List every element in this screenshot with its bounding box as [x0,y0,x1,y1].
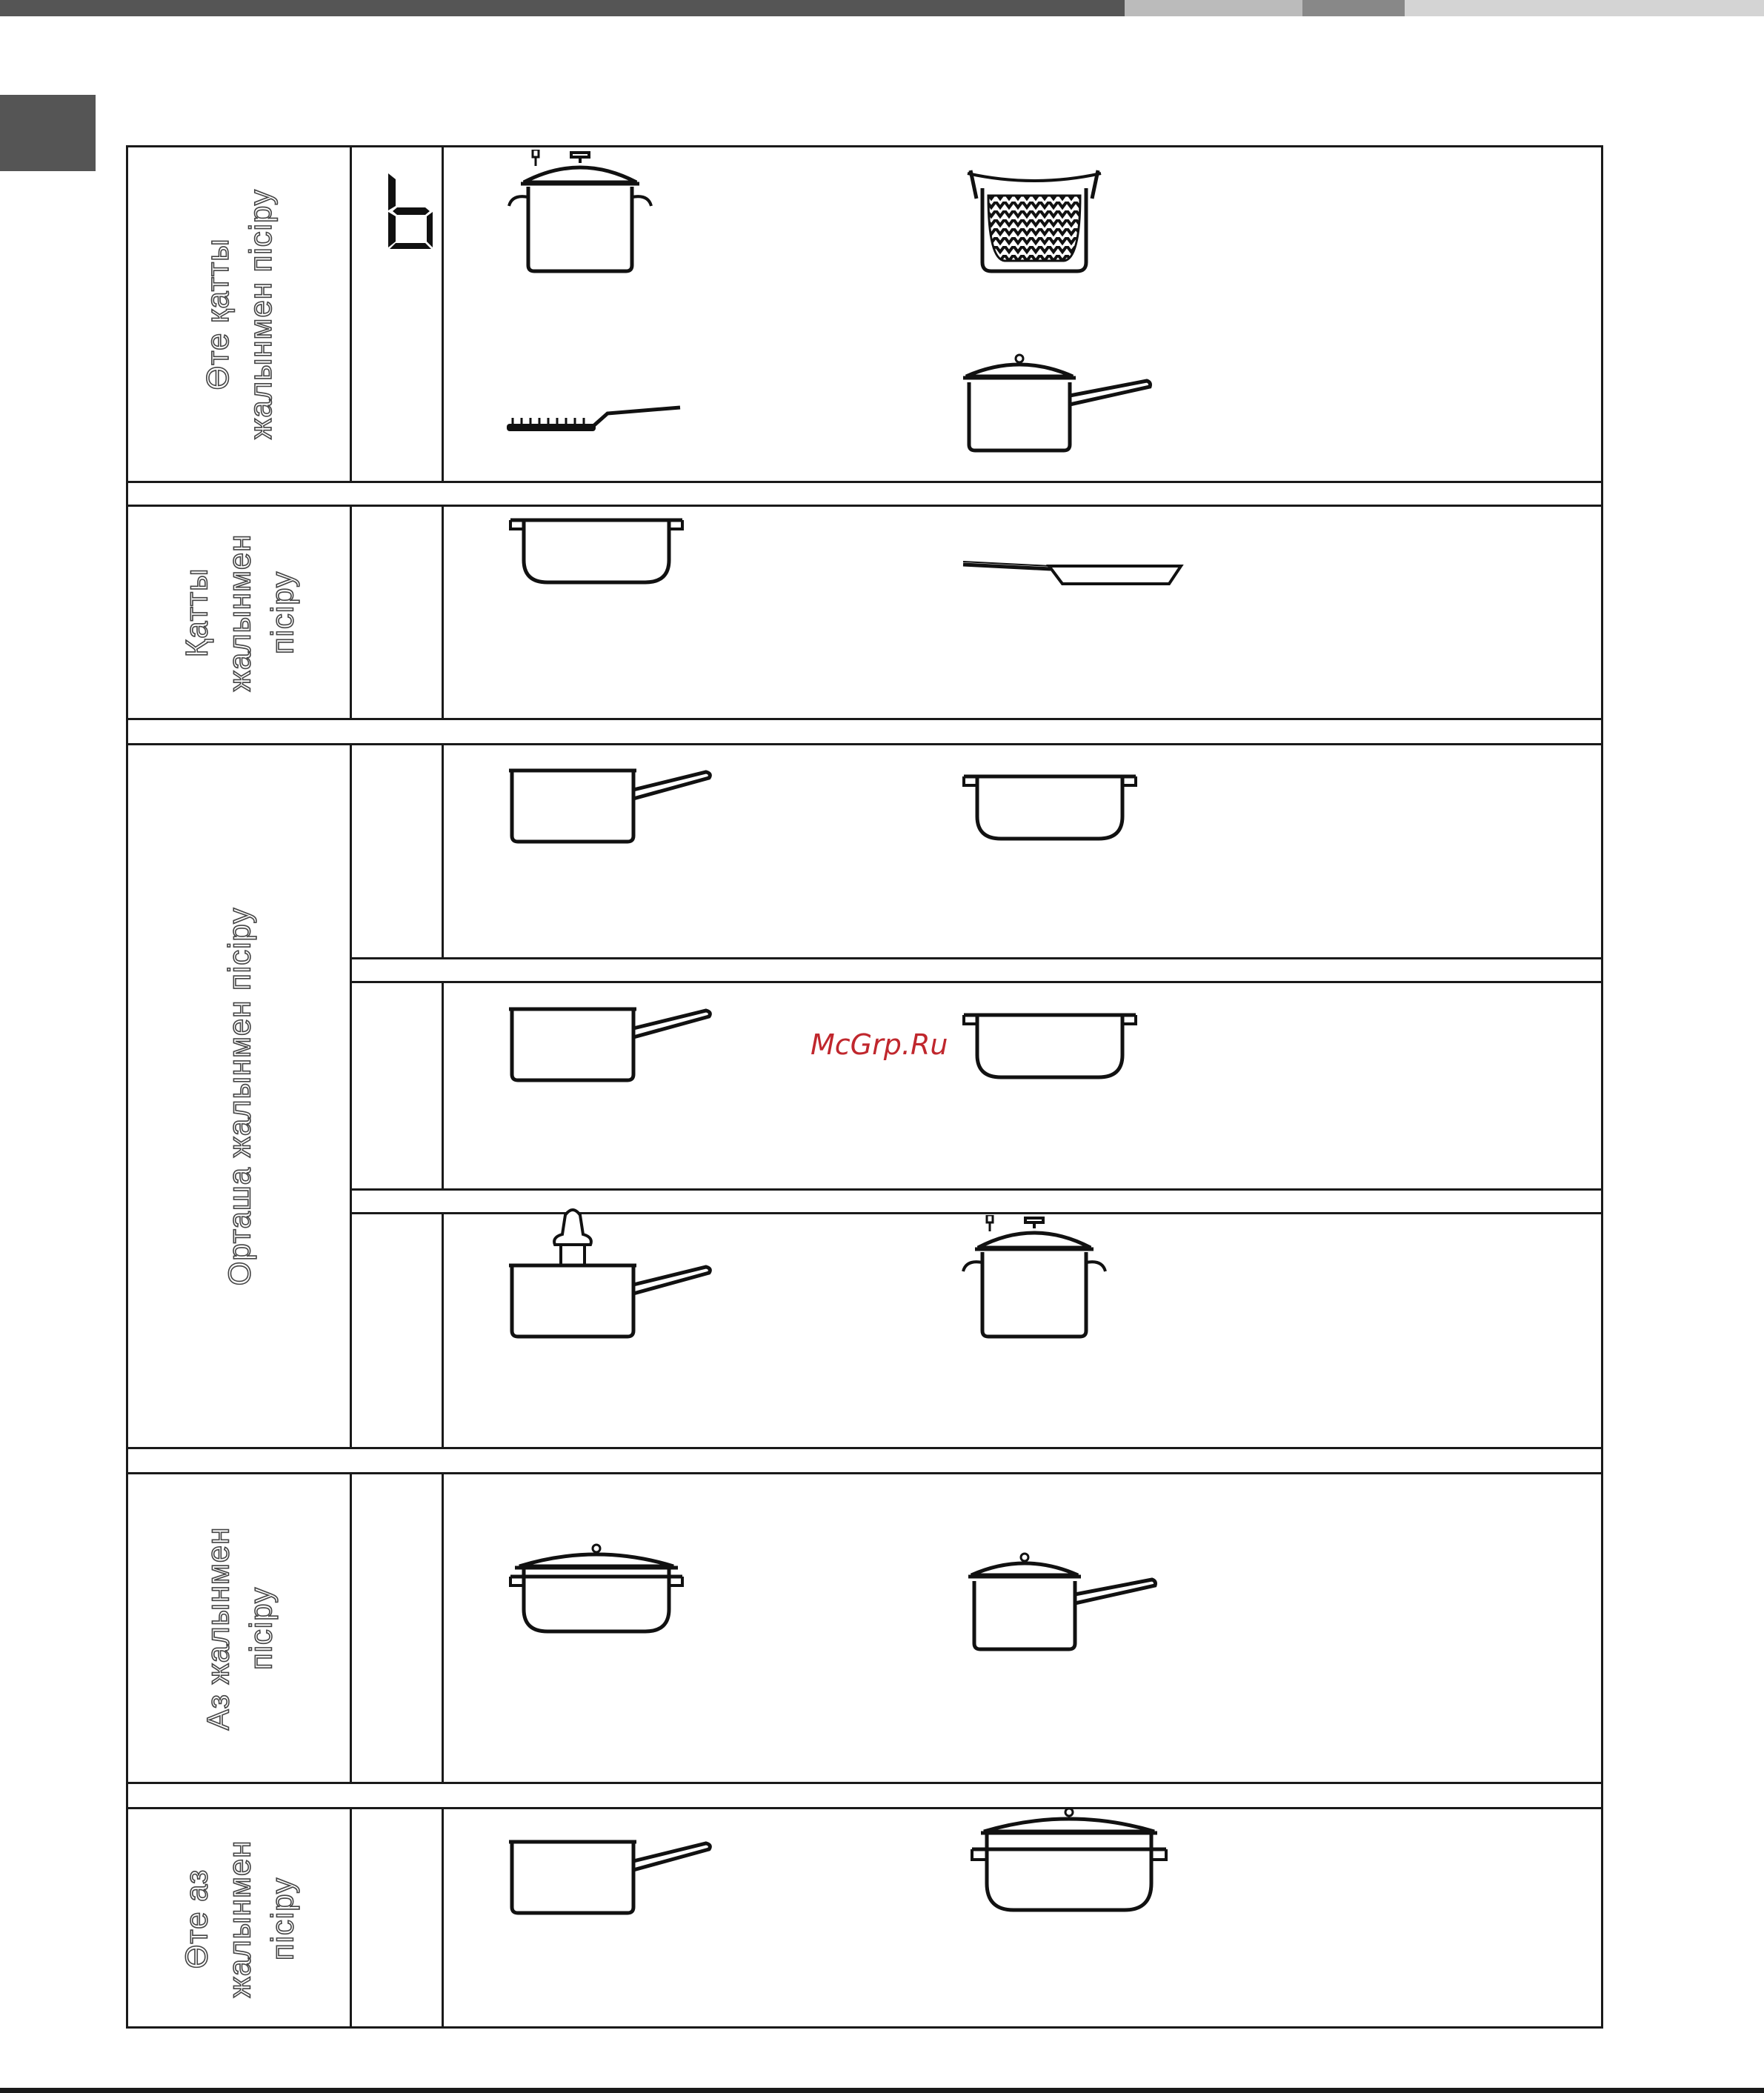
casserole-with-lid-icon [507,1543,685,1639]
column-divider [442,1472,444,1783]
top-color-bar [0,0,1764,16]
row-label-very-low [128,1809,350,2029]
saucepan-with-lid-icon [960,353,1153,456]
top-bar-lightest [1405,0,1764,16]
column-divider [442,743,444,959]
top-bar-light [1125,0,1302,16]
table-rule [126,1447,1603,1449]
row-label-low [128,1474,350,1782]
column-divider [442,505,444,719]
column-divider [442,1807,444,2029]
wide-casserole-with-lid-icon [969,1806,1169,1917]
saucepan-icon [506,1836,713,1917]
row-label-text: пісіру [264,1877,299,1961]
bottom-rule [0,2088,1764,2093]
row-label-text: пісіру [264,570,299,654]
table-rule [126,481,1603,483]
row-label-text: жалынмен [222,1840,256,1998]
grill-pan-icon [505,403,683,440]
frying-pan-icon [962,559,1184,588]
column-divider [442,1212,444,1448]
table-subrule [350,957,1603,959]
watermark: McGrp.Ru [811,1028,948,1061]
column-divider [442,145,444,482]
row-label-text: Қатты [179,568,213,657]
row-label-text: Өте аз [179,1869,213,1969]
row-label-high [128,507,350,718]
casserole-icon [961,1009,1139,1083]
row-label-text: Орташа жалынмен пісіру [222,907,256,1285]
saucepan-with-lid-icon [965,1551,1158,1655]
stockpot-with-lid-icon [506,150,654,276]
deep-fry-basket-icon [960,166,1108,277]
row-label-text: Аз жалынмен [200,1526,235,1730]
booster-display-icon [387,170,434,252]
pressure-cooker-icon [960,1215,1108,1341]
casserole-icon [961,771,1139,845]
row-label-very-high [128,147,350,481]
top-bar-mid [1302,0,1405,16]
row-label-text: жалынмен [222,533,256,691]
language-tab-marker [0,95,96,171]
table-subrule [350,981,1603,983]
saucepan-icon [506,1003,713,1085]
table-subrule [350,1188,1603,1191]
row-label-text: жалынмен пісіру [243,189,279,439]
row-label-medium [128,745,350,1447]
table-rule [126,718,1603,720]
top-bar-dark [0,0,1125,16]
saucepan-with-steamer-icon [506,1208,713,1341]
row-label-text: Өте қатты [200,238,236,390]
saucepan-icon [506,765,713,846]
column-divider [442,981,444,1190]
table-rule [126,1782,1603,1784]
row-label-text: пісіру [243,1586,278,1670]
casserole-icon [507,514,685,588]
